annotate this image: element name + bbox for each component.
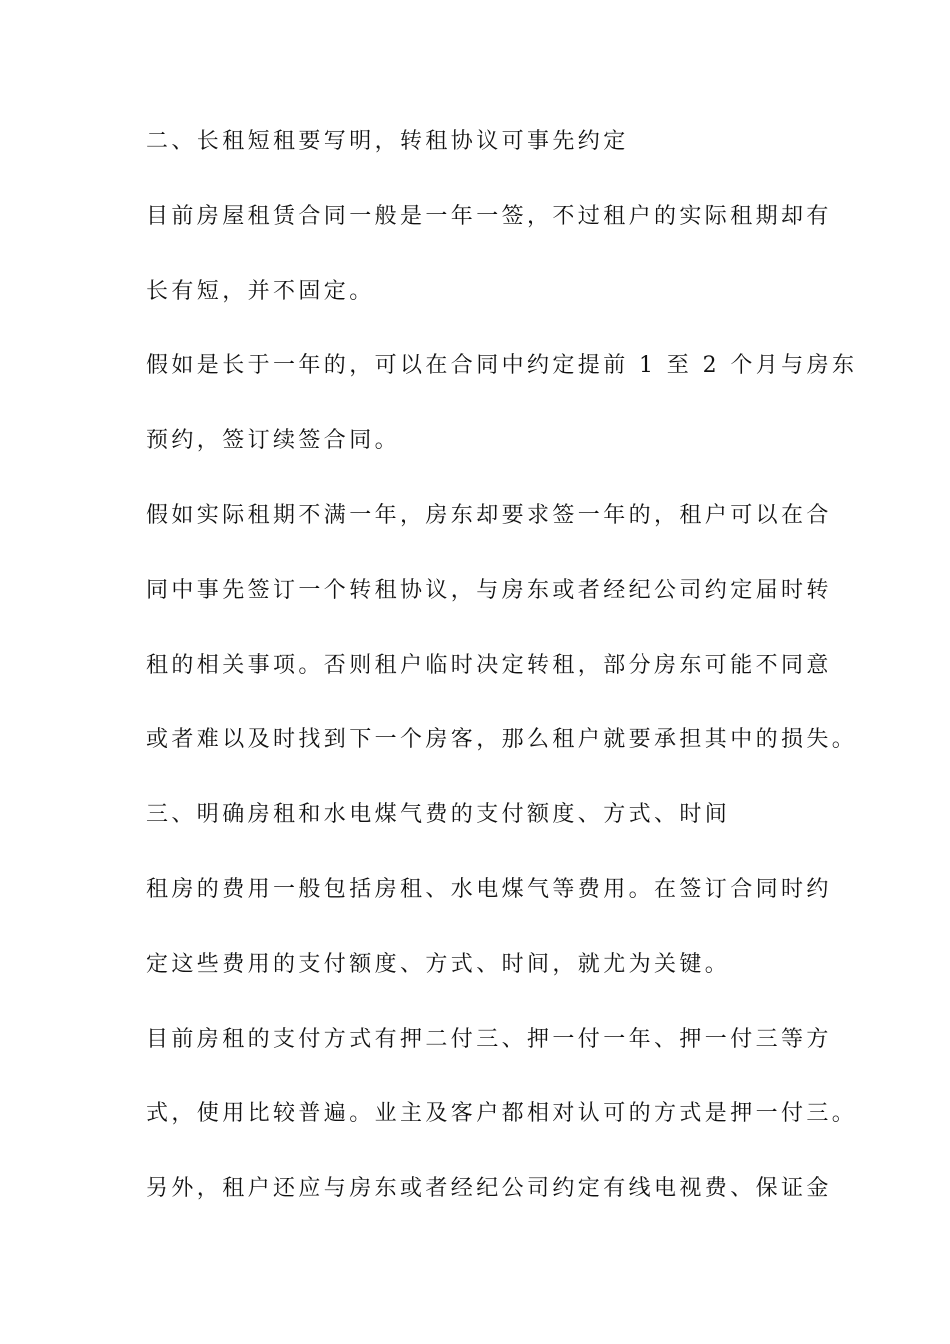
paragraph-line: 目前房租的支付方式有押二付三、押一付一年、押一付三等方 (146, 1026, 832, 1052)
paragraph-line: 或者难以及时找到下一个房客，那么租户就要承担其中的损失。 (146, 727, 858, 753)
paragraph-line: 式，使用比较普遍。业主及客户都相对认可的方式是押一付三。 (146, 1101, 858, 1127)
paragraph-line: 假如是长于一年的，可以在合同中约定提前 1 至 2 个月与房东 (146, 353, 858, 379)
document-body (146, 127, 858, 1249)
paragraph-line: 目前房屋租赁合同一般是一年一签，不过租户的实际租期却有 (146, 203, 832, 229)
paragraph-line: 长有短，并不固定。 (146, 278, 375, 304)
paragraph-line: 另外，租户还应与房东或者经纪公司约定有线电视费、保证金 (146, 1176, 832, 1202)
section-heading-lease-term: 二、长租短租要写明，转租协议可事先约定 (146, 129, 629, 154)
paragraph-line: 租房的费用一般包括房租、水电煤气等费用。在签订合同时约 (146, 876, 832, 902)
paragraph-line: 同中事先签订一个转租协议，与房东或者经纪公司约定届时转 (146, 577, 832, 603)
paragraph-line: 租的相关事项。否则租户临时决定转租，部分房东可能不同意 (146, 652, 832, 678)
paragraph-line: 假如实际租期不满一年，房东却要求签一年的，租户可以在合 (146, 502, 832, 528)
section-heading-fees: 三、明确房租和水电煤气费的支付额度、方式、时间 (146, 802, 731, 828)
paragraph-line: 预约，签订续签合同。 (146, 428, 401, 454)
paragraph-line: 定这些费用的支付额度、方式、时间，就尤为关键。 (146, 951, 731, 977)
